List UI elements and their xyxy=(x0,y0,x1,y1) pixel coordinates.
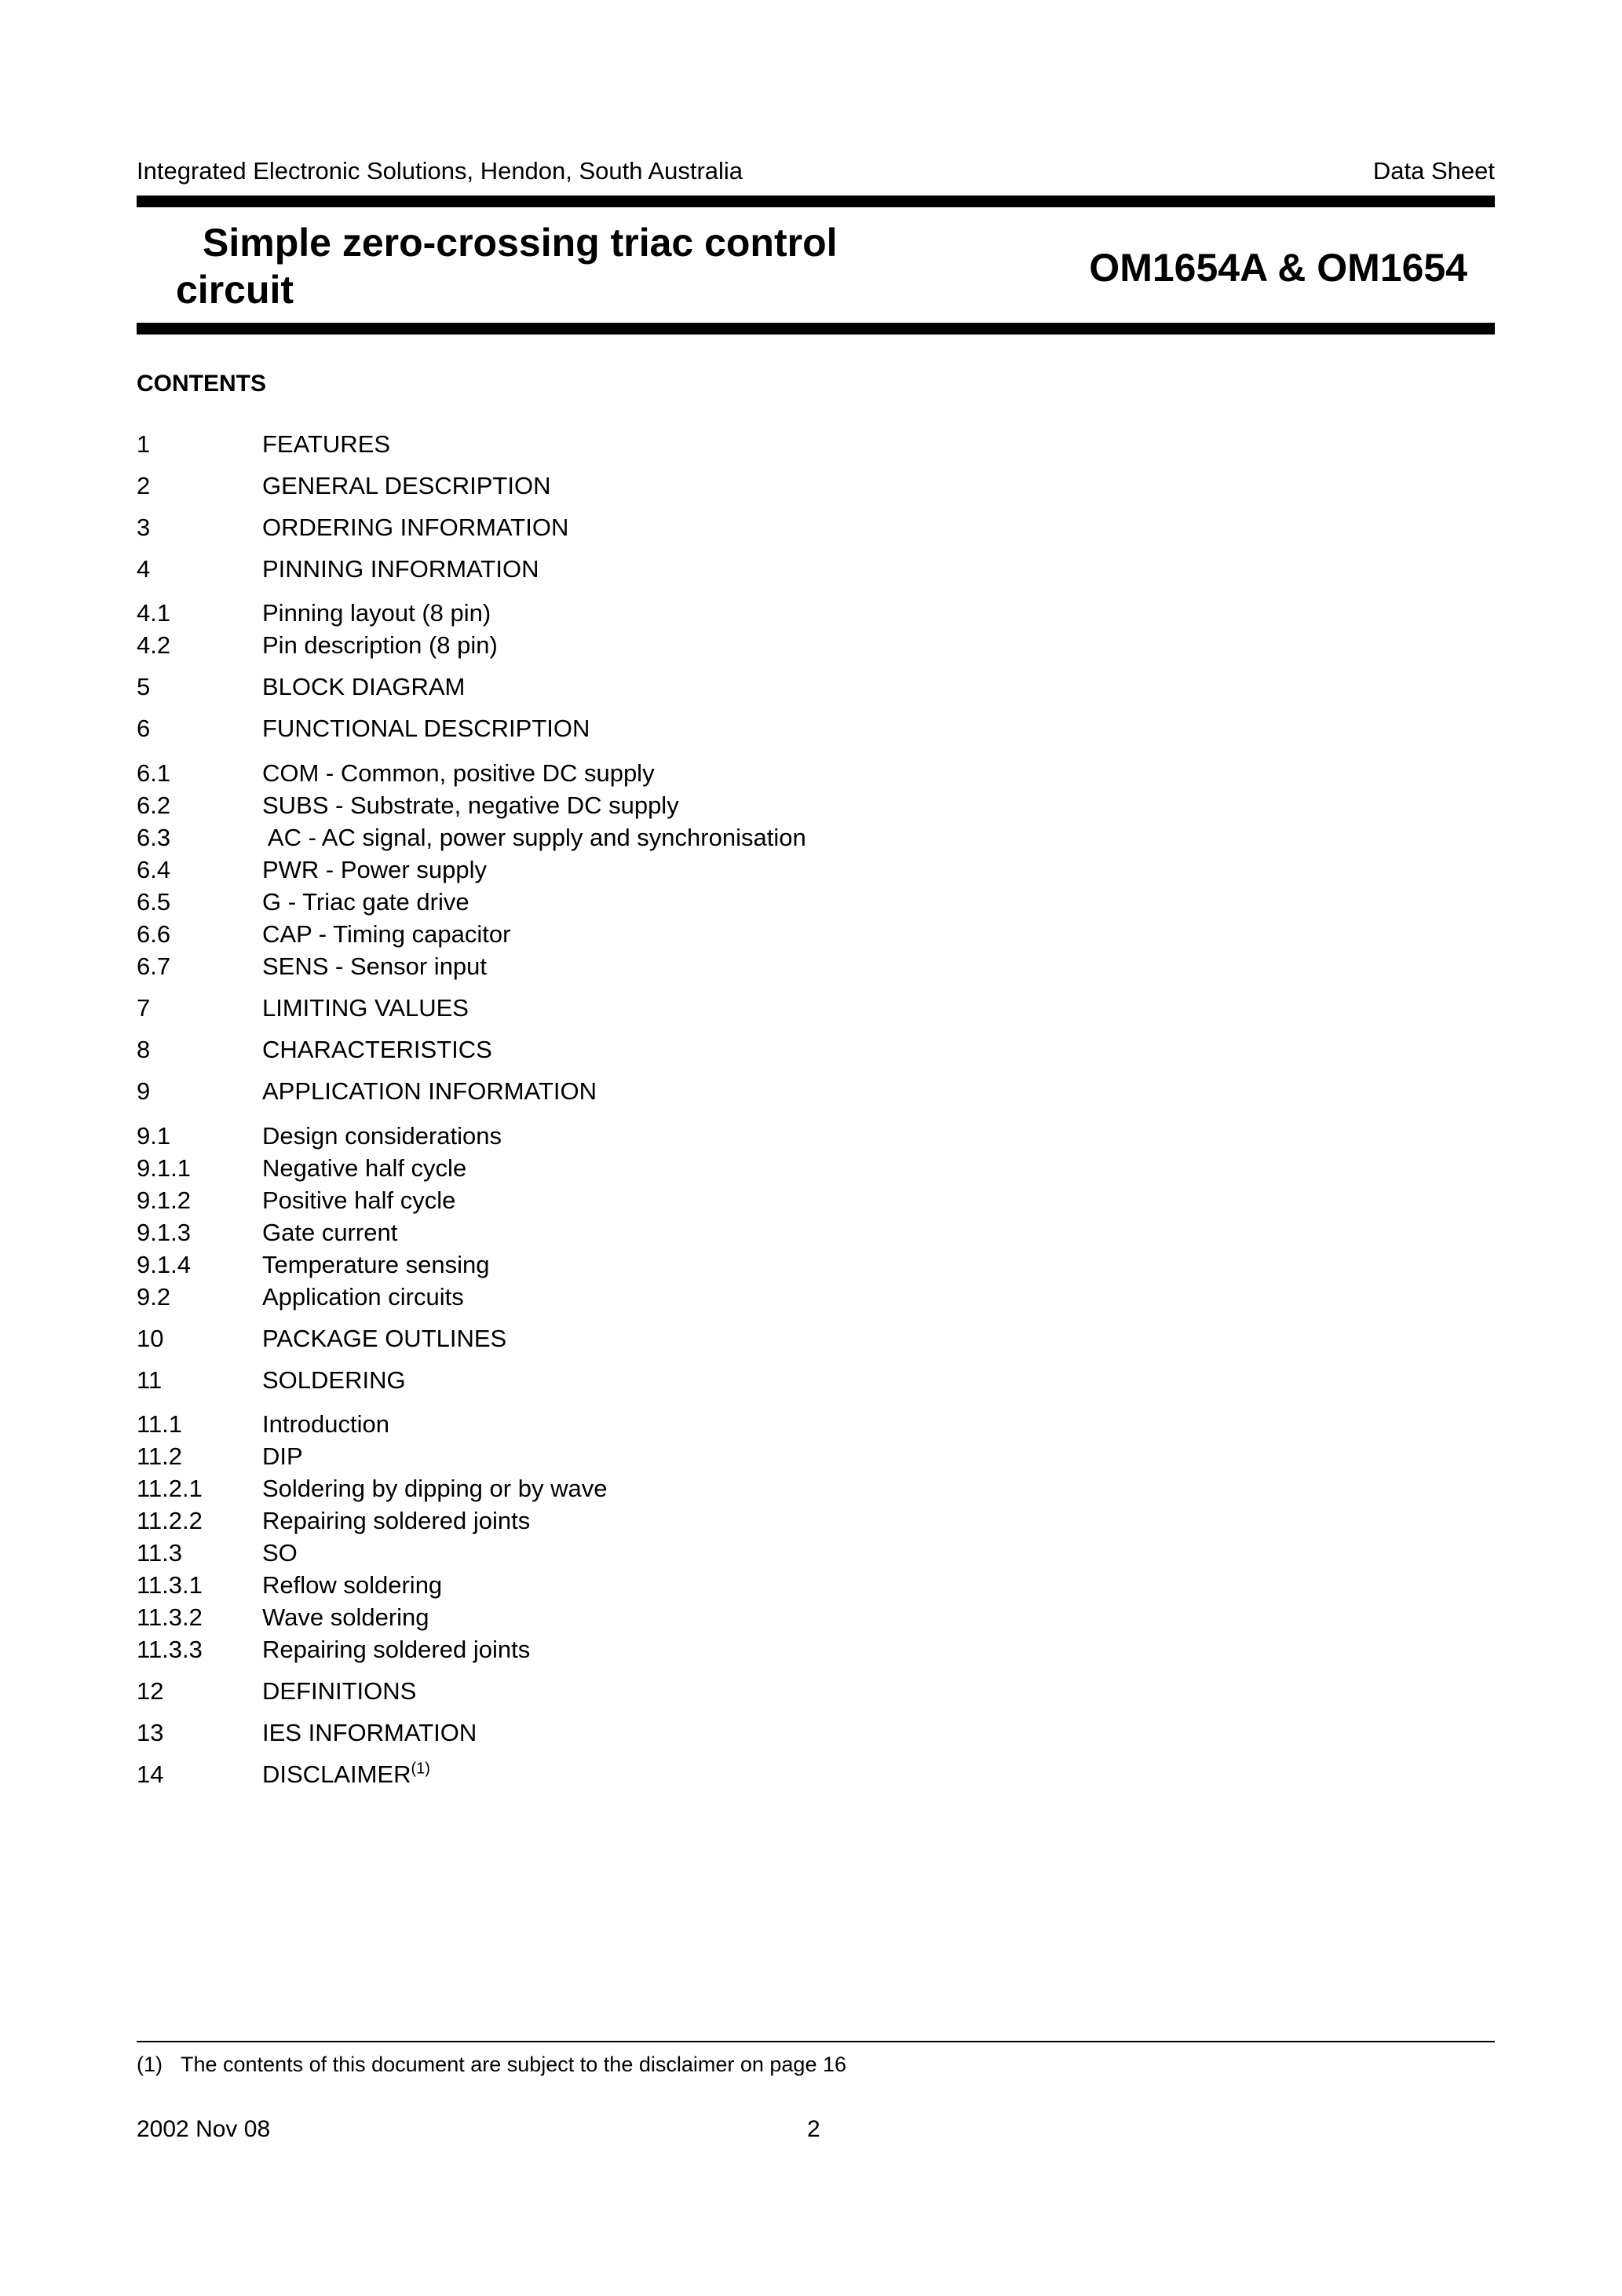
toc-entry-number: 11.2 xyxy=(137,1442,183,1470)
page-number: 2 xyxy=(807,2116,820,2142)
toc-entry-title xyxy=(262,994,469,1022)
toc-entry-title-text: APPLICATION INFORMATION xyxy=(262,1077,597,1105)
toc-entry-title xyxy=(262,1475,607,1503)
toc-entry-title-text: Positive half cycle xyxy=(262,1186,456,1214)
toc-entry-title xyxy=(262,1122,502,1150)
toc-entry-number: 5 xyxy=(137,673,151,700)
toc-entry-title xyxy=(262,824,806,852)
toc-entry-title-text: Negative half cycle xyxy=(262,1154,467,1182)
toc-entry-title-text: CAP - Timing capacitor xyxy=(262,920,511,948)
toc-entry-number: 8 xyxy=(137,1036,151,1063)
toc-entry-title xyxy=(262,555,539,583)
toc-entry-number: 6 xyxy=(137,715,151,742)
toc-entry-title-text: Design considerations xyxy=(262,1122,502,1150)
document-title-line1: Simple zero-crossing triac control xyxy=(203,221,838,265)
toc-entry-title xyxy=(262,1283,464,1311)
toc-entry-number: 4 xyxy=(137,555,151,583)
toc-entry-title xyxy=(262,430,390,459)
toc-entry-title-text: Soldering by dipping or by wave xyxy=(262,1475,608,1502)
toc-entry-title-text: Wave soldering xyxy=(262,1603,429,1631)
toc-entry-number: 11.3.2 xyxy=(137,1603,203,1631)
toc-entry-number: 11.2.2 xyxy=(137,1507,203,1534)
toc-entry-title xyxy=(262,792,679,820)
toc-entry-number: 9.1.2 xyxy=(137,1186,191,1214)
toc-entry-title xyxy=(262,514,568,542)
toc-entry-number: 9.1.4 xyxy=(137,1251,191,1278)
toc-entry-title xyxy=(262,1539,298,1567)
toc-entry-title xyxy=(262,1507,530,1535)
toc-entry-title-text: SENS - Sensor input xyxy=(262,952,488,980)
toc-entry-title xyxy=(262,1442,303,1471)
toc-entry-number: 11.3.3 xyxy=(137,1636,203,1663)
toc-entry-number: 2 xyxy=(137,472,151,499)
toc-entry-title-text: PINNING INFORMATION xyxy=(262,555,539,583)
toc-entry-title-text: SUBS - Substrate, negative DC supply xyxy=(262,792,679,819)
toc-entry-number: 6.7 xyxy=(137,952,171,980)
toc-entry-title xyxy=(262,759,655,788)
toc-entry-number: 6.5 xyxy=(137,888,171,916)
document-title-line2: circuit xyxy=(176,268,294,312)
toc-entry-title-text: PACKAGE OUTLINES xyxy=(262,1325,507,1352)
header-rule-top xyxy=(137,196,1495,207)
toc-entry-number: 11 xyxy=(137,1366,163,1394)
contents-heading: CONTENTS xyxy=(137,371,266,397)
footer-date: 2002 Nov 08 xyxy=(137,2116,271,2142)
footnote-reference[interactable]: (1) xyxy=(411,1760,430,1778)
toc-entry-number: 6.6 xyxy=(137,920,171,948)
toc-entry-number: 9.1 xyxy=(137,1122,171,1150)
toc-entry-number: 10 xyxy=(137,1325,164,1352)
toc-entry-number: 11.1 xyxy=(137,1410,183,1438)
toc-entry-title xyxy=(262,1571,442,1600)
toc-entry-number: 9.1.1 xyxy=(137,1154,191,1182)
toc-entry-number: 6.3 xyxy=(137,824,171,851)
toc-entry-title-text: Pin description (8 pin) xyxy=(262,631,498,659)
toc-entry-number: 11.3 xyxy=(137,1539,183,1567)
toc-entry-title-text: Pinning layout (8 pin) xyxy=(262,599,491,627)
toc-entry-title xyxy=(262,1366,406,1395)
toc-entry-title xyxy=(262,673,465,701)
toc-entry-title-text: ORDERING INFORMATION xyxy=(262,514,569,541)
toc-entry-title-text: SOLDERING xyxy=(262,1366,406,1394)
toc-entry-title-text: FEATURES xyxy=(262,430,391,458)
toc-entry-title xyxy=(262,1603,429,1632)
toc-entry-title xyxy=(262,1760,430,1789)
toc-entry-number: 6.4 xyxy=(137,856,171,883)
toc-entry-title-text: Gate current xyxy=(262,1219,398,1246)
toc-entry-number: 9 xyxy=(137,1077,151,1105)
toc-entry-title-text: Introduction xyxy=(262,1410,389,1438)
footnote-rule xyxy=(137,2041,1495,2042)
header-company: Integrated Electronic Solutions, Hendon, South Australia xyxy=(137,157,743,185)
toc-entry-title-text: IES INFORMATION xyxy=(262,1719,477,1746)
toc-entry-number: 14 xyxy=(137,1760,164,1788)
toc-entry-title-text: CHARACTERISTICS xyxy=(262,1036,492,1063)
toc-entry-title-text: Repairing soldered joints xyxy=(262,1636,531,1663)
toc-entry-title xyxy=(262,715,590,743)
header-doc-type: Data Sheet xyxy=(1372,157,1495,185)
toc-entry-title xyxy=(262,1219,397,1247)
toc-entry-title xyxy=(262,1719,477,1747)
toc-entry-number: 11.3.1 xyxy=(137,1571,203,1599)
toc-entry-title xyxy=(262,1636,530,1664)
toc-entry-title xyxy=(262,856,487,884)
toc-entry-title-text: COM - Common, positive DC supply xyxy=(262,759,655,787)
toc-entry-title xyxy=(262,920,510,949)
toc-entry-number: 12 xyxy=(137,1677,164,1705)
toc-entry-title xyxy=(262,1036,492,1064)
toc-entry-title-text: G - Triac gate drive xyxy=(262,888,469,916)
toc-entry-title xyxy=(262,472,550,500)
toc-entry-title xyxy=(262,952,487,981)
toc-entry-title-text: Temperature sensing xyxy=(262,1251,490,1278)
toc-entry-title xyxy=(262,631,498,660)
toc-entry-number: 1 xyxy=(137,430,151,458)
footnote-mark: (1) xyxy=(137,2053,163,2076)
toc-entry-number: 6.1 xyxy=(137,759,171,787)
toc-entry-title xyxy=(262,1251,490,1279)
toc-entry-number: 7 xyxy=(137,994,151,1022)
toc-entry-title xyxy=(262,1410,389,1439)
toc-entry-title-text: Repairing soldered joints xyxy=(262,1507,531,1534)
toc-entry-number: 6.2 xyxy=(137,792,171,819)
toc-entry-title xyxy=(262,1077,597,1106)
toc-entry-title xyxy=(262,1154,466,1183)
toc-entry-number: 13 xyxy=(137,1719,164,1746)
toc-entry-title-text: SO xyxy=(262,1539,298,1567)
toc-entry-title-text: Application circuits xyxy=(262,1283,464,1311)
footnote-text: The contents of this document are subject to the disclaimer on page 16 xyxy=(181,2053,846,2076)
toc-entry-title-text: GENERAL DESCRIPTION xyxy=(262,472,551,499)
toc-entry-title-text: AC - AC signal, power supply and synchronisation xyxy=(262,824,806,851)
toc-entry-title xyxy=(262,1325,506,1353)
toc-entry-title-text: Reflow soldering xyxy=(262,1571,443,1599)
toc-entry-title-text: DISCLAIMER xyxy=(262,1760,411,1788)
toc-entry-number: 3 xyxy=(137,514,151,541)
toc-entry-title xyxy=(262,888,469,916)
toc-entry-title-text: LIMITING VALUES xyxy=(262,994,469,1022)
part-numbers: OM1654A & OM1654 xyxy=(1089,246,1467,290)
toc-entry-title-text: FUNCTIONAL DESCRIPTION xyxy=(262,715,590,742)
toc-entry-number: 4.1 xyxy=(137,599,171,627)
toc-entry-title-text: DEFINITIONS xyxy=(262,1677,417,1705)
toc-entry-title xyxy=(262,599,491,627)
toc-entry-number: 9.1.3 xyxy=(137,1219,191,1246)
toc-entry-number: 9.2 xyxy=(137,1283,171,1311)
toc-entry-number: 4.2 xyxy=(137,631,171,659)
toc-entry-title xyxy=(262,1677,416,1706)
toc-entry-number: 11.2.1 xyxy=(137,1475,203,1502)
header-rule-bottom xyxy=(137,323,1495,335)
toc-entry-title-text: PWR - Power supply xyxy=(262,856,487,883)
toc-entry-title-text: DIP xyxy=(262,1442,303,1470)
toc-entry-title xyxy=(262,1186,455,1215)
toc-entry-title-text: BLOCK DIAGRAM xyxy=(262,673,466,700)
